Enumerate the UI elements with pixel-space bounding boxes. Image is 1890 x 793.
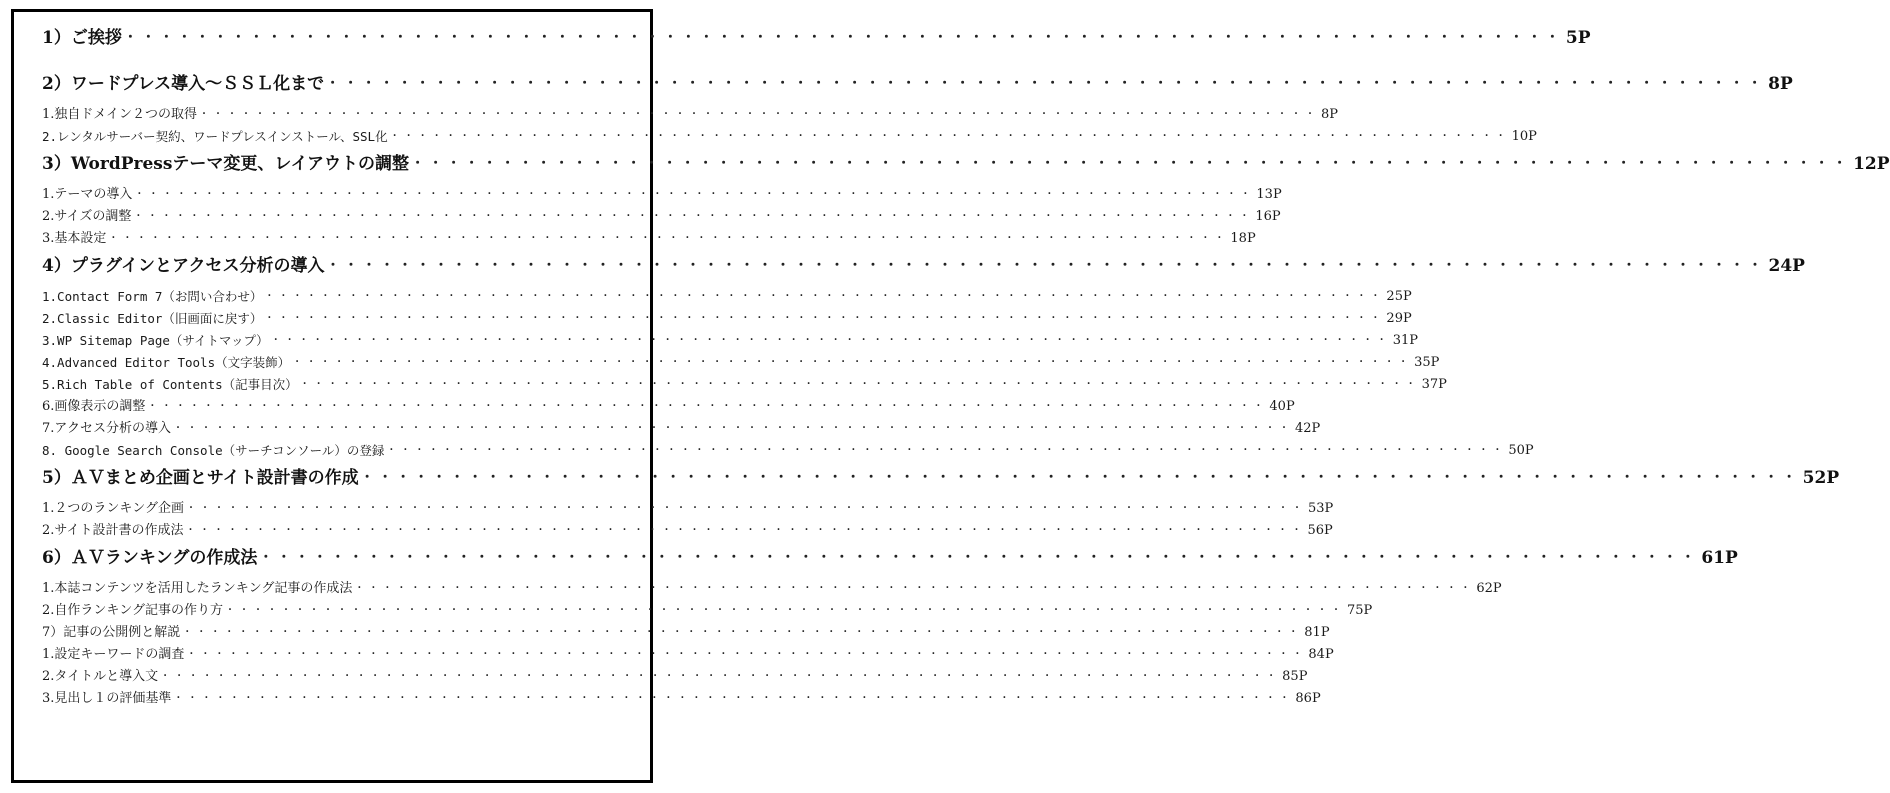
toc-entry-title: 1.Contact Form 7（お問い合わせ） <box>42 286 264 308</box>
dot-leader: ・・・・・・・・・・・・・・・・・・・・・・・・・・・・・・・・・・・・・・・・・・・・・・・・・・・・・・・・・・・・・・・・・・・・・・・・・・・・・・・・ <box>326 258 1767 273</box>
toc-section-heading[interactable] <box>42 546 1738 570</box>
toc-entry[interactable] <box>42 104 1339 126</box>
toc-page-number: 62P <box>1474 578 1501 600</box>
toc-page-number: 13P <box>1254 184 1281 206</box>
dot-leader: ・・・・・・・・・・・・・・・・・・・・・・・・・・・・・・・・・・・・・・・・・・・・・・・・・・・・・・・・・・・・・・・・・・・・・・・・・・・・・・・・ <box>259 550 1700 565</box>
toc-page-number: 42P <box>1293 418 1320 440</box>
toc-entry-title: 3.見出し１の評価基準 <box>42 688 173 710</box>
toc-entry-title: 2.Classic Editor（旧画面に戻す） <box>42 308 264 330</box>
dot-leader: ・・・・・・・・・・・・・・・・・・・・・・・・・・・・・・・・・・・・・・・・・・・・・・・・・・・・・・・・・・・・・・・・・・・・・・・・・・・・・・・・ <box>360 470 1801 485</box>
toc-entry-title: 2.自作ランキング記事の作り方 <box>42 600 225 622</box>
dot-leader: ・・・・・・・・・・・・・・・・・・・・・・・・・・・・・・・・・・・・・・・・・・・・・・・・・・・・・・・・・・・・・・・・・・・・・・・・・・・・・・・・ <box>264 313 1385 324</box>
toc-entry[interactable] <box>42 352 1440 374</box>
toc-entry[interactable] <box>42 520 1333 542</box>
toc-entry-title: 6.画像表示の調整 <box>42 396 147 418</box>
dot-leader: ・・・・・・・・・・・・・・・・・・・・・・・・・・・・・・・・・・・・・・・・・・・・・・・・・・・・・・・・・・・・・・・・・・・・・・・・・・・・・・・・ <box>225 605 1346 616</box>
toc-page-number: 8P <box>1319 104 1338 126</box>
toc-entry-title: 3.基本設定 <box>42 228 108 250</box>
dot-leader: ・・・・・・・・・・・・・・・・・・・・・・・・・・・・・・・・・・・・・・・・・・・・・・・・・・・・・・・・・・・・・・・・・・・・・・・・・・・・・・・・ <box>270 335 1391 346</box>
dot-leader: ・・・・・・・・・・・・・・・・・・・・・・・・・・・・・・・・・・・・・・・・・・・・・・・・・・・・・・・・・・・・・・・・・・・・・・・・・・・・・・・・ <box>147 401 1268 412</box>
toc-page-number: 8P <box>1768 74 1793 94</box>
dot-leader: ・・・・・・・・・・・・・・・・・・・・・・・・・・・・・・・・・・・・・・・・・・・・・・・・・・・・・・・・・・・・・・・・・・・・・・・・・・・・・・・・ <box>160 671 1281 682</box>
toc-entry[interactable] <box>42 498 1334 520</box>
toc-entry-title: 1.独自ドメイン２つの取得 <box>42 104 199 126</box>
dot-leader: ・・・・・・・・・・・・・・・・・・・・・・・・・・・・・・・・・・・・・・・・・・・・・・・・・・・・・・・・・・・・・・・・・・・・・・・・・・・・・・・・ <box>173 693 1294 704</box>
dot-leader: ・・・・・・・・・・・・・・・・・・・・・・・・・・・・・・・・・・・・・・・・・・・・・・・・・・・・・・・・・・・・・・・・・・・・・・・・・・・・・・・・ <box>134 189 1255 200</box>
toc-entry-title: 7.アクセス分析の導入 <box>42 418 173 440</box>
toc-page-number: 18P <box>1228 228 1255 250</box>
toc-entry[interactable] <box>42 666 1308 688</box>
dot-leader: ・・・・・・・・・・・・・・・・・・・・・・・・・・・・・・・・・・・・・・・・・・・・・・・・・・・・・・・・・・・・・・・・・・・・・・・・・・・・・・・・ <box>411 156 1852 171</box>
toc-entry[interactable] <box>42 578 1502 600</box>
dot-leader: ・・・・・・・・・・・・・・・・・・・・・・・・・・・・・・・・・・・・・・・・・・・・・・・・・・・・・・・・・・・・・・・・・・・・・・・・・・・・・・・・ <box>326 76 1767 91</box>
toc-page-number: 84P <box>1306 644 1333 666</box>
toc-entry[interactable] <box>42 308 1412 330</box>
toc-page-number: 85P <box>1280 666 1307 688</box>
toc-page-number: 16P <box>1253 206 1280 228</box>
toc-entry-title: 2.サイト設計書の作成法 <box>42 520 186 542</box>
dot-leader: ・・・・・・・・・・・・・・・・・・・・・・・・・・・・・・・・・・・・・・・・・・・・・・・・・・・・・・・・・・・・・・・・・・・・・・・・・・・・・・・・ <box>264 291 1385 302</box>
toc-entry-title: 4.Advanced Editor Tools（文字装飾） <box>42 352 292 374</box>
dot-leader: ・・・・・・・・・・・・・・・・・・・・・・・・・・・・・・・・・・・・・・・・・・・・・・・・・・・・・・・・・・・・・・・・・・・・・・・・・・・・・・・・ <box>108 233 1229 244</box>
dot-leader: ・・・・・・・・・・・・・・・・・・・・・・・・・・・・・・・・・・・・・・・・・・・・・・・・・・・・・・・・・・・・・・・・・・・・・・・・・・・・・・・・ <box>292 357 1413 368</box>
dot-leader: ・・・・・・・・・・・・・・・・・・・・・・・・・・・・・・・・・・・・・・・・・・・・・・・・・・・・・・・・・・・・・・・・・・・・・・・・・・・・・・・・ <box>199 109 1320 120</box>
toc-page-number: 31P <box>1391 330 1418 352</box>
toc-entry-title: 1.２つのランキング企画 <box>42 498 186 520</box>
toc-entry[interactable] <box>42 374 1447 396</box>
dot-leader: ・・・・・・・・・・・・・・・・・・・・・・・・・・・・・・・・・・・・・・・・・・・・・・・・・・・・・・・・・・・・・・・・・・・・・・・・・・・・・・・・ <box>182 627 1303 638</box>
toc-page-number: 24P <box>1768 256 1805 276</box>
toc-section-heading[interactable] <box>42 72 1793 96</box>
toc-page-number: 40P <box>1267 396 1294 418</box>
toc-frame <box>11 9 1890 783</box>
toc-entry[interactable] <box>42 688 1321 710</box>
toc-entry-title: 8. Google Search Console（サーチコンソール）の登録 <box>42 440 386 462</box>
toc-entry-title: 5）ＡＶまとめ企画とサイト設計書の作成 <box>42 468 359 488</box>
toc-page-number: 35P <box>1412 352 1439 374</box>
toc-page-number: 86P <box>1293 688 1320 710</box>
dot-leader: ・・・・・・・・・・・・・・・・・・・・・・・・・・・・・・・・・・・・・・・・・・・・・・・・・・・・・・・・・・・・・・・・・・・・・・・・・・・・・・・・ <box>354 583 1475 594</box>
dot-leader: ・・・・・・・・・・・・・・・・・・・・・・・・・・・・・・・・・・・・・・・・・・・・・・・・・・・・・・・・・・・・・・・・・・・・・・・・・・・・・・・・ <box>186 649 1307 660</box>
toc-page-number: 61P <box>1701 548 1738 568</box>
toc-page-number: 50P <box>1506 440 1533 462</box>
toc-section-heading[interactable] <box>42 254 1805 278</box>
toc-entry[interactable] <box>42 396 1295 418</box>
toc-page-number: 56P <box>1306 520 1333 542</box>
dot-leader: ・・・・・・・・・・・・・・・・・・・・・・・・・・・・・・・・・・・・・・・・・・・・・・・・・・・・・・・・・・・・・・・・・・・・・・・・・・・・・・・・ <box>386 445 1507 456</box>
dot-leader: ・・・・・・・・・・・・・・・・・・・・・・・・・・・・・・・・・・・・・・・・・・・・・・・・・・・・・・・・・・・・・・・・・・・・・・・・・・・・・・・・ <box>123 30 1564 45</box>
dot-leader: ・・・・・・・・・・・・・・・・・・・・・・・・・・・・・・・・・・・・・・・・・・・・・・・・・・・・・・・・・・・・・・・・・・・・・・・・・・・・・・・・ <box>299 379 1420 390</box>
toc-entry[interactable] <box>42 228 1256 250</box>
toc-entry-title: 6）ＡＶランキングの作成法 <box>42 548 258 568</box>
toc-entry-title: 4）プラグインとアクセス分析の導入 <box>42 256 325 276</box>
toc-section-heading[interactable] <box>42 152 1890 176</box>
dot-leader: ・・・・・・・・・・・・・・・・・・・・・・・・・・・・・・・・・・・・・・・・・・・・・・・・・・・・・・・・・・・・・・・・・・・・・・・・・・・・・・・・ <box>133 211 1254 222</box>
toc-entry-title: 2.レンタルサーバー契約、ワードプレスインストール、SSL化 <box>42 126 390 148</box>
dot-leader: ・・・・・・・・・・・・・・・・・・・・・・・・・・・・・・・・・・・・・・・・・・・・・・・・・・・・・・・・・・・・・・・・・・・・・・・・・・・・・・・・ <box>185 525 1306 536</box>
toc-entry-title: 7）記事の公開例と解説 <box>42 622 182 644</box>
toc-page-number: 29P <box>1384 308 1411 330</box>
toc-entry-title: 2）ワードプレス導入～ＳＳＬ化まで <box>42 74 325 94</box>
toc-entry-title: 1）ご挨拶 <box>42 28 122 48</box>
table-of-contents <box>42 26 1890 710</box>
toc-entry-title: 3.WP Sitemap Page（サイトマップ） <box>42 330 271 352</box>
toc-entry-title: 1.設定キーワードの調査 <box>42 644 186 666</box>
toc-section-heading[interactable] <box>42 466 1840 490</box>
toc-entry-title: 2.サイズの調整 <box>42 206 133 228</box>
toc-section-heading[interactable] <box>42 26 1591 50</box>
toc-page-number: 12P <box>1853 154 1890 174</box>
dot-leader: ・・・・・・・・・・・・・・・・・・・・・・・・・・・・・・・・・・・・・・・・・・・・・・・・・・・・・・・・・・・・・・・・・・・・・・・・・・・・・・・・ <box>186 503 1307 514</box>
toc-entry[interactable] <box>42 440 1534 462</box>
toc-page-number: 10P <box>1510 126 1537 148</box>
toc-entry-title: 1.本誌コンテンツを活用したランキング記事の作成法 <box>42 578 354 600</box>
toc-entry[interactable] <box>42 600 1373 622</box>
toc-page-number: 81P <box>1302 622 1329 644</box>
toc-entry-title: 3）WordPressテーマ変更、レイアウトの調整 <box>42 154 410 174</box>
toc-entry[interactable] <box>42 184 1282 206</box>
toc-entry-title: 1.テーマの導入 <box>42 184 134 206</box>
toc-page-number: 5P <box>1565 28 1591 48</box>
toc-page-number: 37P <box>1420 374 1447 396</box>
toc-entry[interactable] <box>42 622 1330 644</box>
toc-entry-title: 5.Rich Table of Contents（記事目次） <box>42 374 300 396</box>
dot-leader: ・・・・・・・・・・・・・・・・・・・・・・・・・・・・・・・・・・・・・・・・・・・・・・・・・・・・・・・・・・・・・・・・・・・・・・・・・・・・・・・・ <box>389 131 1510 142</box>
dot-leader: ・・・・・・・・・・・・・・・・・・・・・・・・・・・・・・・・・・・・・・・・・・・・・・・・・・・・・・・・・・・・・・・・・・・・・・・・・・・・・・・・ <box>173 423 1294 434</box>
toc-entry[interactable] <box>42 206 1281 228</box>
toc-page-number: 25P <box>1384 286 1411 308</box>
toc-entry[interactable] <box>42 330 1418 352</box>
toc-entry-title: 2.タイトルと導入文 <box>42 666 160 688</box>
toc-entry[interactable] <box>42 418 1321 440</box>
toc-entry[interactable] <box>42 126 1537 148</box>
toc-page-number: 75P <box>1345 600 1372 622</box>
toc-entry[interactable] <box>42 286 1412 308</box>
toc-entry[interactable] <box>42 644 1334 666</box>
toc-page-number: 52P <box>1802 468 1840 488</box>
toc-page-number: 53P <box>1306 498 1333 520</box>
